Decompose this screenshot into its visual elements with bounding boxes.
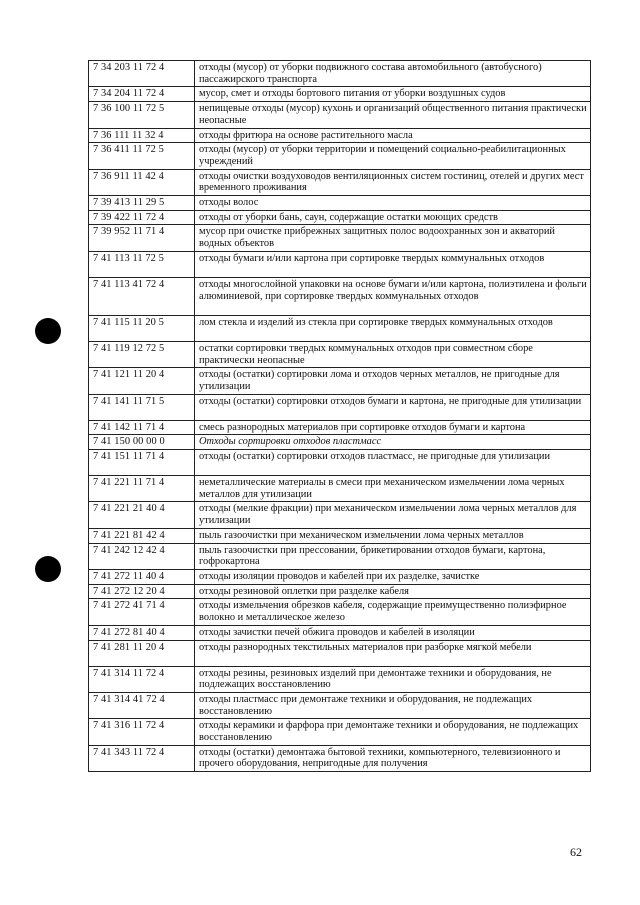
table-row bbox=[89, 169, 591, 195]
waste-code-cell: 7 41 151 11 71 4 bbox=[89, 450, 195, 476]
table-row bbox=[89, 502, 591, 528]
waste-description-cell: лом стекла и изделий из стекла при сортировке твердых коммунальных отходов bbox=[195, 315, 591, 341]
waste-description-cell: отходы керамики и фарфора при демонтаже техники и оборудования, не подлежащих восстановлению bbox=[195, 719, 591, 745]
waste-code-cell: 7 41 272 81 40 4 bbox=[89, 625, 195, 640]
waste-description-cell: остатки сортировки твердых коммунальных отходов при совместном сборе практически неопасные bbox=[195, 341, 591, 367]
table-row bbox=[89, 625, 591, 640]
table-row bbox=[89, 599, 591, 625]
table-row bbox=[89, 251, 591, 277]
table-row bbox=[89, 143, 591, 169]
table-row bbox=[89, 745, 591, 771]
waste-code-cell: 7 36 411 11 72 5 bbox=[89, 143, 195, 169]
table-row bbox=[89, 640, 591, 666]
waste-description-cell: отходы (остатки) сортировки отходов бумаги и картона, не пригодные для утилизации bbox=[195, 394, 591, 420]
waste-code-cell: 7 41 119 12 72 5 bbox=[89, 341, 195, 367]
waste-description-cell: отходы фритюра на основе растительного масла bbox=[195, 128, 591, 143]
waste-description-cell: отходы (мусор) от уборки подвижного состава автомобильного (автобусного) пассажирского транспорта bbox=[195, 61, 591, 87]
table-row bbox=[89, 569, 591, 584]
waste-description-cell: отходы изоляции проводов и кабелей при их разделке, зачистке bbox=[195, 569, 591, 584]
waste-code-cell: 7 36 911 11 42 4 bbox=[89, 169, 195, 195]
table-row bbox=[89, 543, 591, 569]
waste-description-cell: отходы разнородных текстильных материалов при разборке мягкой мебели bbox=[195, 640, 591, 666]
table-row bbox=[89, 584, 591, 599]
page-number: 62 bbox=[570, 845, 582, 859]
waste-description-cell: непищевые отходы (мусор) кухонь и организаций общественного питания практически неопасные bbox=[195, 102, 591, 128]
waste-description-cell: отходы от уборки бань, саун, содержащие остатки моющих средств bbox=[195, 210, 591, 225]
table-row bbox=[89, 435, 591, 450]
waste-code-cell: 7 41 343 11 72 4 bbox=[89, 745, 195, 771]
table-row bbox=[89, 719, 591, 745]
waste-code-cell: 7 36 111 11 32 4 bbox=[89, 128, 195, 143]
table-row bbox=[89, 128, 591, 143]
waste-code-cell: 7 39 422 11 72 4 bbox=[89, 210, 195, 225]
waste-code-cell: 7 41 150 00 00 0 bbox=[89, 435, 195, 450]
waste-code-cell: 7 41 314 11 72 4 bbox=[89, 666, 195, 692]
waste-code-cell: 7 41 113 41 72 4 bbox=[89, 277, 195, 315]
waste-code-cell: 7 34 204 11 72 4 bbox=[89, 87, 195, 102]
waste-code-cell: 7 41 272 41 71 4 bbox=[89, 599, 195, 625]
table-row bbox=[89, 666, 591, 692]
table-row bbox=[89, 225, 591, 251]
table-row bbox=[89, 420, 591, 435]
table-row bbox=[89, 528, 591, 543]
table-row bbox=[89, 210, 591, 225]
table-row bbox=[89, 315, 591, 341]
table-row bbox=[89, 368, 591, 394]
waste-description-cell: пыль газоочистки при механическом измельчении лома черных металлов bbox=[195, 528, 591, 543]
table-body bbox=[89, 61, 591, 772]
waste-description-cell: отходы бумаги и/или картона при сортировке твердых коммунальных отходов bbox=[195, 251, 591, 277]
waste-description-cell: пыль газоочистки при прессовании, брикетировании отходов бумаги, картона, гофрокартона bbox=[195, 543, 591, 569]
waste-description-cell: отходы измельчения обрезков кабеля, содержащие преимущественно полиэфирное волокно и металлическое железо bbox=[195, 599, 591, 625]
waste-code-cell: 7 41 272 12 20 4 bbox=[89, 584, 195, 599]
waste-description-cell: Отходы сортировки отходов пластмасс bbox=[195, 435, 591, 450]
waste-description-cell: отходы (мусор) от уборки территории и помещений социально-реабилитационных учреждений bbox=[195, 143, 591, 169]
waste-description-cell: отходы (мелкие фракции) при механическом измельчении лома черных металлов для утилизации bbox=[195, 502, 591, 528]
waste-description-cell: отходы зачистки печей обжига проводов и кабелей в изоляции bbox=[195, 625, 591, 640]
table-row bbox=[89, 102, 591, 128]
waste-code-cell: 7 41 242 12 42 4 bbox=[89, 543, 195, 569]
waste-code-cell: 7 41 121 11 20 4 bbox=[89, 368, 195, 394]
waste-code-cell: 7 41 221 81 42 4 bbox=[89, 528, 195, 543]
waste-code-cell: 7 39 413 11 29 5 bbox=[89, 196, 195, 211]
waste-description-cell: отходы (остатки) демонтажа бытовой техники, компьютерного, телевизионного и прочего оборудования, непригодные для получения bbox=[195, 745, 591, 771]
waste-description-cell: смесь разнородных материалов при сортировке отходов бумаги и картона bbox=[195, 420, 591, 435]
waste-code-cell: 7 41 281 11 20 4 bbox=[89, 640, 195, 666]
waste-code-cell: 7 41 221 11 71 4 bbox=[89, 476, 195, 502]
waste-code-cell: 7 41 113 11 72 5 bbox=[89, 251, 195, 277]
waste-code-cell: 7 41 142 11 71 4 bbox=[89, 420, 195, 435]
waste-description-cell: мусор при очистке прибрежных защитных полос водоохранных зон и акваторий водных объектов bbox=[195, 225, 591, 251]
waste-code-cell: 7 41 272 11 40 4 bbox=[89, 569, 195, 584]
waste-code-cell: 7 41 141 11 71 5 bbox=[89, 394, 195, 420]
table-row bbox=[89, 87, 591, 102]
binder-hole-top bbox=[35, 318, 61, 344]
waste-code-cell: 7 41 316 11 72 4 bbox=[89, 719, 195, 745]
waste-code-cell: 7 41 314 41 72 4 bbox=[89, 692, 195, 718]
waste-description-cell: мусор, смет и отходы бортового питания от уборки воздушных судов bbox=[195, 87, 591, 102]
waste-code-cell: 7 34 203 11 72 4 bbox=[89, 61, 195, 87]
waste-code-table bbox=[88, 60, 591, 772]
waste-description-cell: отходы резиновой оплетки при разделке кабеля bbox=[195, 584, 591, 599]
table-row bbox=[89, 277, 591, 315]
waste-description-cell: отходы очистки воздуховодов вентиляционных систем гостиниц, отелей и других мест временного проживания bbox=[195, 169, 591, 195]
table-row bbox=[89, 196, 591, 211]
waste-description-cell: отходы (остатки) сортировки лома и отходов черных металлов, не пригодные для утилизации bbox=[195, 368, 591, 394]
binder-hole-bottom bbox=[35, 556, 61, 582]
waste-description-cell: отходы (остатки) сортировки отходов пластмасс, не пригодные для утилизации bbox=[195, 450, 591, 476]
waste-code-cell: 7 39 952 11 71 4 bbox=[89, 225, 195, 251]
waste-description-cell: отходы резины, резиновых изделий при демонтаже техники и оборудования, не подлежащих восстановлению bbox=[195, 666, 591, 692]
waste-code-cell: 7 36 100 11 72 5 bbox=[89, 102, 195, 128]
waste-description-cell: отходы пластмасс при демонтаже техники и оборудования, не подлежащих восстановлению bbox=[195, 692, 591, 718]
waste-code-cell: 7 41 115 11 20 5 bbox=[89, 315, 195, 341]
waste-description-cell: отходы многослойной упаковки на основе бумаги и/или картона, полиэтилена и фольги алюминиевой, при сортировке твердых коммунальных отходов bbox=[195, 277, 591, 315]
waste-description-cell: отходы волос bbox=[195, 196, 591, 211]
waste-code-cell: 7 41 221 21 40 4 bbox=[89, 502, 195, 528]
table-row bbox=[89, 394, 591, 420]
table-row bbox=[89, 61, 591, 87]
table-row bbox=[89, 692, 591, 718]
table-row bbox=[89, 450, 591, 476]
waste-description-cell: неметаллические материалы в смеси при механическом измельчении лома черных металлов для утилизации bbox=[195, 476, 591, 502]
table-row bbox=[89, 476, 591, 502]
table-row bbox=[89, 341, 591, 367]
